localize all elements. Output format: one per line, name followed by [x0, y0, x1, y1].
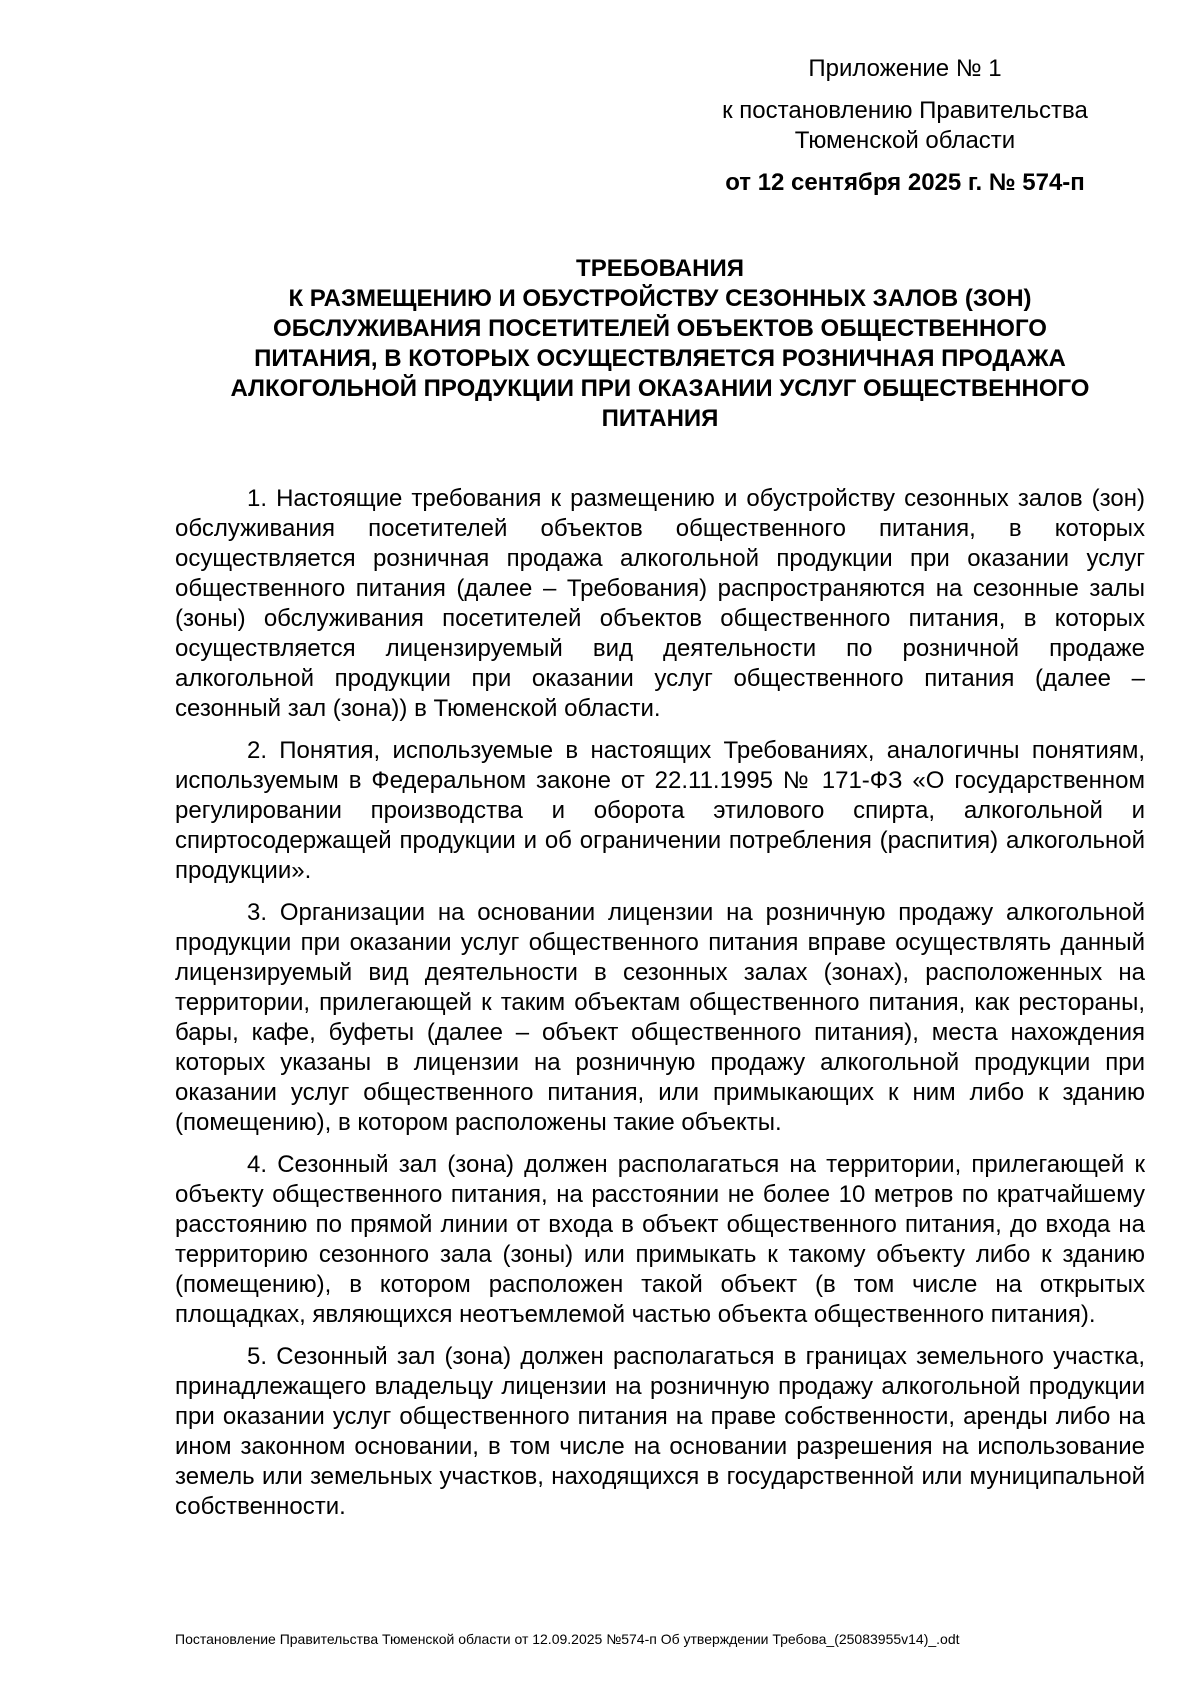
decree-reference-line-2: Тюменской области: [794, 127, 1016, 154]
document-body: [175, 484, 1145, 1534]
appendix-header: [670, 54, 1140, 198]
title-line: ПИТАНИЯ: [601, 405, 719, 432]
title-line: ОБСЛУЖИВАНИЯ ПОСЕТИТЕЛЕЙ ОБЪЕКТОВ ОБЩЕСТВЕННОГО: [273, 315, 1047, 342]
title-line: ПИТАНИЯ, В КОТОРЫХ ОСУЩЕСТВЛЯЕТСЯ РОЗНИЧНАЯ ПРОДАЖА: [254, 345, 1066, 372]
paragraph-3: 3. Организации на основании лицензии на розничную продажу алкогольной продукции при оказании услуг общественного питания вправе осуществлять данный лицензируемый вид деятельности в сезонных залах (зонах), расположенных на территории, прилегающей к таким объектам общественного питания, как рестораны, бары, кафе, буфеты (далее – объект общественного питания), места нахождения которых указаны в лицензии на розничную продажу алкогольной продукции при оказании услуг общественного питания, или примыкающих к ним либо к зданию (помещению), в котором расположены такие объекты.: [175, 899, 1145, 1136]
title-line: ТРЕБОВАНИЯ: [576, 255, 744, 282]
paragraph-1: 1. Настоящие требования к размещению и обустройству сезонных залов (зон) обслуживания посетителей объектов общественного питания, в которых осуществляется розничная продажа алкогольной продукции при оказании услуг общественного питания (далее – Требования) распространяются на сезонные залы (зоны) обслуживания посетителей объектов общественного питания, в которых осуществляется лицензируемый вид деятельности по розничной продаже алкогольной продукции при оказании услуг общественного питания (далее – сезонный зал (зона)) в Тюменской области.: [175, 485, 1145, 722]
paragraph-5: 5. Сезонный зал (зона) должен располагаться в границах земельного участка, принадлежащего владельцу лицензии на розничную продажу алкогольной продукции при оказании услуг общественного питания на праве собственности, аренды либо на ином законном основании, в том числе на основании разрешения на использование земель или земельных участков, находящихся в государственной или муниципальной собственности.: [175, 1343, 1145, 1520]
decree-date: от 12 сентября 2025 г. № 574-п: [725, 169, 1085, 196]
page-footer: Постановление Правительства Тюменской области от 12.09.2025 №574-п Об утверждении Требова_(25083955v14)_.odt: [175, 1631, 960, 1647]
paragraph-2: 2. Понятия, используемые в настоящих Требованиях, аналогичны понятиям, используемым в Федеральном законе от 22.11.1995 № 171-ФЗ «О государственном регулировании производства и оборота этилового спирта, алкогольной и спиртосодержащей продукции и об ограничении потребления (распития) алкогольной продукции».: [175, 737, 1145, 884]
decree-reference-line-1: к постановлению Правительства: [722, 97, 1088, 124]
title-line: К РАЗМЕЩЕНИЮ И ОБУСТРОЙСТВУ СЕЗОННЫХ ЗАЛОВ (ЗОН): [288, 285, 1032, 312]
appendix-number: Приложение № 1: [808, 55, 1002, 82]
title-line: АЛКОГОЛЬНОЙ ПРОДУКЦИИ ПРИ ОКАЗАНИИ УСЛУГ ОБЩЕСТВЕННОГО: [230, 375, 1090, 402]
document-title: [175, 254, 1145, 434]
paragraph-4: 4. Сезонный зал (зона) должен располагаться на территории, прилегающей к объекту общественного питания, на расстоянии не более 10 метров по кратчайшему расстоянию по прямой линии от входа в объект общественного питания, до входа на территорию сезонного зала (зоны) или примыкать к такому объекту либо к зданию (помещению), в котором расположен такой объект (в том числе на открытых площадках, являющихся неотъемлемой частью объекта общественного питания).: [175, 1151, 1145, 1328]
